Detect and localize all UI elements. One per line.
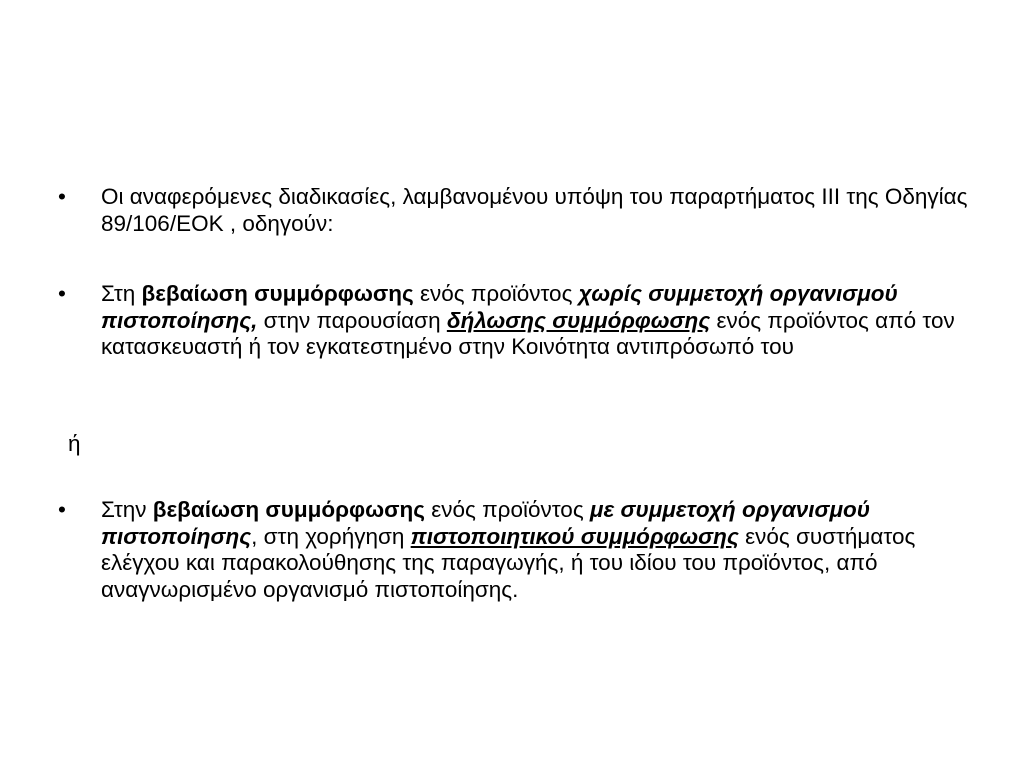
bullet-item-procedures [58,184,978,237]
text-segment: Οι αναφερόμενες διαδικασίες, λαμβανομένου υπόψη του παραρτήματος ΙΙΙ της Οδηγίας 89/106/ΕΟΚ , οδηγούν: [101,184,968,236]
bold-term: βεβαίωση συμμόρφωσης [141,281,414,306]
bold-term: βεβαίωση συμμόρφωσης [152,497,425,522]
bold-italic-term: χωρίς συμμετοχή οργανισμού πιστοποίησης, [101,281,898,333]
text-segment: Στην [101,497,153,522]
text-segment: ενός προϊόντος από τον κατασκευαστή ή τον εγκατεστημένο στην Κοινότητα αντιπρόσωπό του [101,307,955,359]
bullet-text [101,497,978,603]
underlined-term: δήλωσης συμμόρφωσης [446,307,711,333]
text-segment: ενός προϊόντος [413,281,579,306]
bold-italic-term: με συμμετοχή οργανισμού πιστοποίησης [101,497,871,549]
bullet-text [101,184,978,237]
bullet-icon: • [58,281,66,306]
text-segment: ενός συστήματος ελέγχου και παρακολούθησης της παραγωγής, ή του ιδίου του προϊόντος, από αναγνωρισμένο οργανισμό πιστοποίησης. [101,523,916,602]
bullet-icon: • [58,497,66,522]
text-segment: , στη χορήγηση [251,523,411,549]
separator-text: ή [68,431,81,456]
text-segment: ενός προϊόντος [425,497,590,522]
bullet-text [101,281,978,361]
bullet-icon: • [58,184,66,209]
text-segment: στην παρουσίαση [257,307,447,333]
bullet-item-certificate [58,497,978,603]
underlined-term: πιστοποιητικού συμμόρφωσης [410,523,739,549]
text-segment: Στη [101,281,142,306]
bullet-item-declaration [58,281,978,361]
